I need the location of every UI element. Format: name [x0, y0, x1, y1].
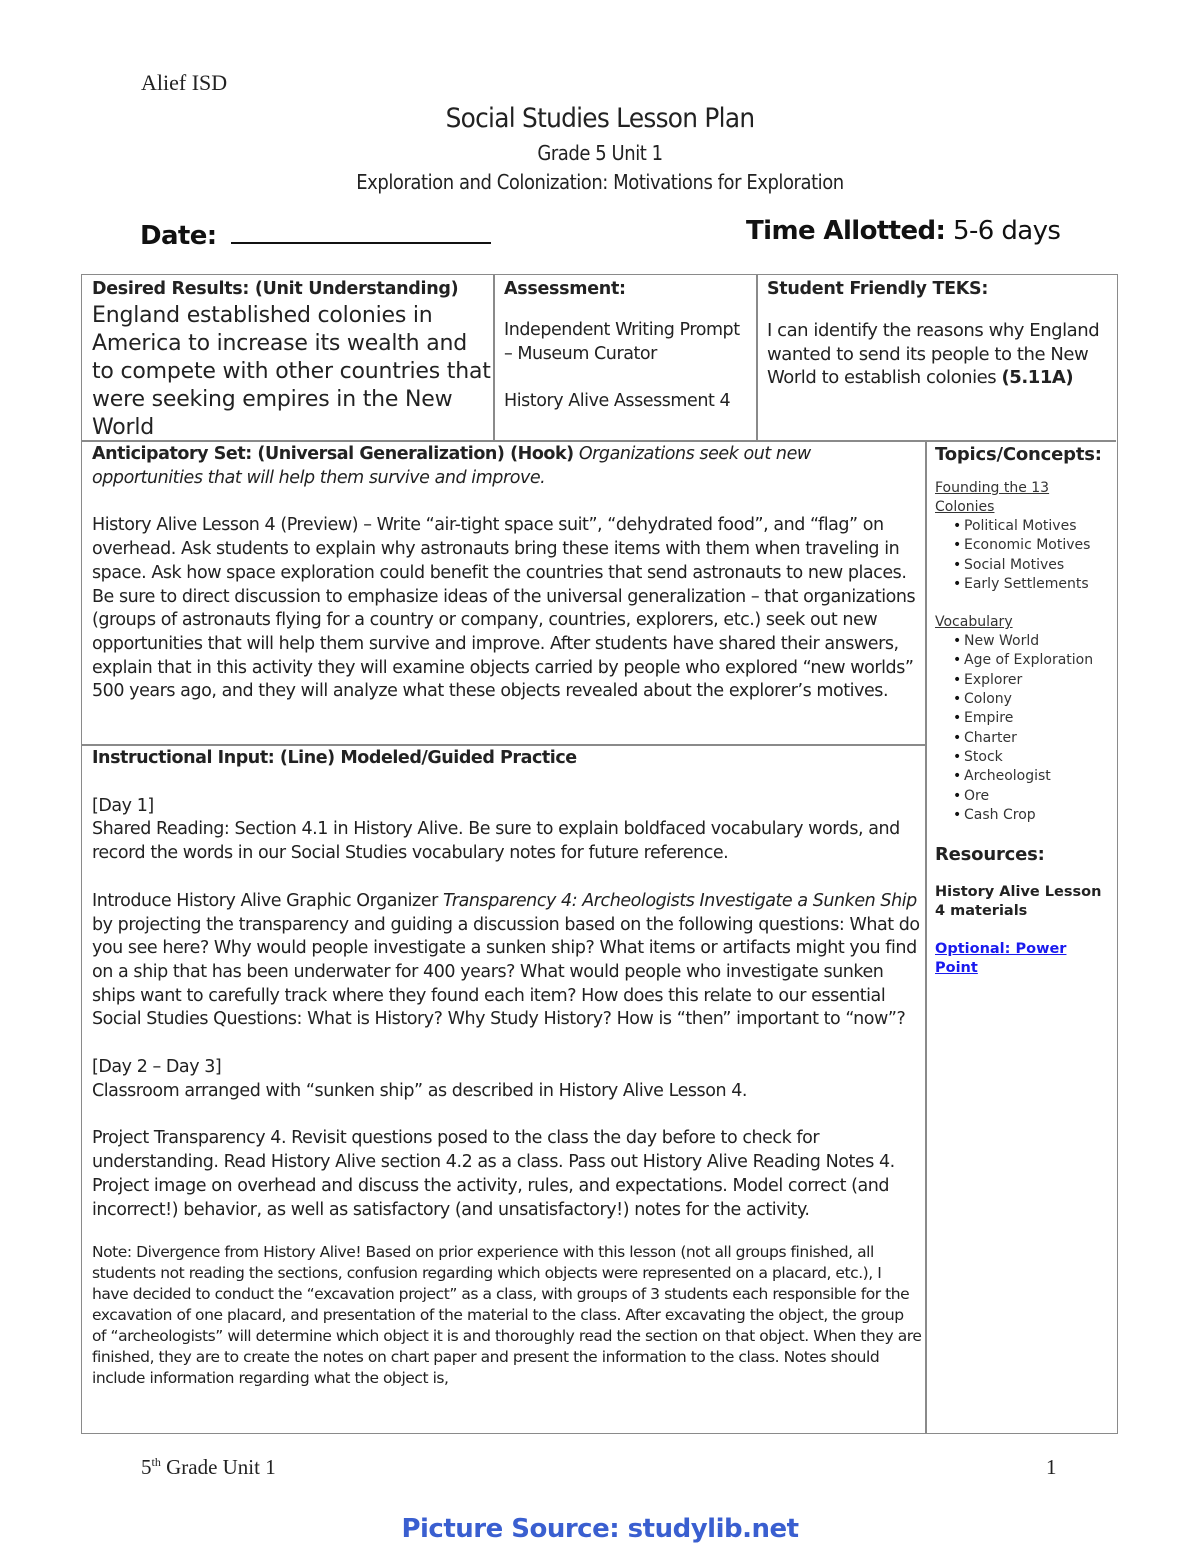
instructional-input-heading-text: Instructional Input: (Line) Modeled/Guided Practice: [92, 748, 577, 768]
vocabulary-heading: Vocabulary: [935, 614, 1013, 631]
vocabulary-item: • New World: [953, 632, 1113, 651]
time-allotted-label: Time Allotted:: [746, 216, 946, 246]
topics-heading: Topics/Concepts:: [935, 444, 1102, 465]
graphic-organizer-paragraph: [92, 890, 922, 1032]
vocabulary-item: • Cash Crop: [953, 806, 1113, 825]
instructional-input-cell: [92, 747, 922, 1389]
desired-results-cell: [92, 277, 492, 442]
day1-label: [Day 1]: [92, 795, 154, 816]
founding-list: [935, 517, 1113, 594]
vocabulary-item: • Empire: [953, 709, 1113, 728]
assessment-item: History Alive Assessment 4: [504, 391, 731, 412]
teks-statement: I can identify the reasons why England wanted to send its people to the New World to establish colonies: [767, 320, 1100, 389]
source-caption: Picture Source: studylib.net: [401, 1514, 799, 1544]
organizer-title: Transparency 4: Archeologists Investigate a Sunken Ship: [442, 890, 917, 911]
divider-line: [82, 744, 925, 746]
teks-code: (5.11A): [1001, 367, 1074, 389]
title-block: [0, 100, 1200, 196]
project-transparency-text: Project Transparency 4. Revisit questions posed to the class the day before to check for understanding. Read History Alive section 4.2 as a class. Pass out History Alive Reading Notes 4. Project image on overhead and discuss the activity, rules, and expectations. Model correct (and incorrect!) behavior, as well as satisfactory (and unsatisfactory!) notes for the activity.: [92, 1128, 895, 1220]
assessment-cell: [504, 277, 754, 414]
desired-results-text: England established colonies in America to increase its wealth and to compete with other countries that were seeking empires in the New World: [92, 303, 491, 440]
footer-grade-suffix: th: [151, 1455, 161, 1469]
vocabulary-item: • Archeologist: [953, 767, 1113, 786]
teks-text: [767, 319, 1112, 390]
document-subtitle: Grade 5 Unit 1: [537, 141, 663, 165]
divergence-note: Note: Divergence from History Alive! Based on prior experience with this lesson (not all groups finished, all students not reading the sections, confusion regarding which objects were represented on a placard, etc.), I have decided to conduct the “excavation project” as a class, with groups of 3 students each responsible for the excavation of one placard, and presentation of the material to the class. After excavating the object, the group of “archeologists” will determine which object it is and thoroughly read the section on that object. When they are finished, they are to create the notes on chart paper and present the information to the class. Notes should include information regarding what the object is,: [92, 1243, 922, 1388]
vocabulary-item: • Colony: [953, 690, 1113, 709]
footer-unit: [141, 1455, 276, 1480]
desired-results-heading: Desired Results: (Unit Understanding): [92, 279, 459, 299]
time-allotted-row: [746, 216, 1060, 246]
teks-heading: Student Friendly TEKS:: [767, 279, 989, 299]
date-row: [140, 216, 491, 251]
document-title: Social Studies Lesson Plan: [445, 103, 755, 134]
assessment-heading: Assessment:: [504, 279, 626, 299]
page-number: 1: [1046, 1455, 1057, 1479]
organization-name: Alief ISD: [141, 70, 228, 95]
date-label: Date:: [140, 221, 217, 251]
resources-item: History Alive Lesson 4 materials: [935, 884, 1102, 920]
vocabulary-item: • Stock: [953, 748, 1113, 767]
organizer-intro: Introduce History Alive Graphic Organizer: [92, 890, 438, 911]
time-allotted-value: 5-6 days: [953, 216, 1061, 246]
instructional-input-heading: [92, 747, 922, 771]
footer-grade-number: 5: [141, 1455, 152, 1479]
day23-text: Classroom arranged with “sunken ship” as described in History Alive Lesson 4.: [92, 1080, 748, 1101]
vocabulary-list: [935, 632, 1113, 825]
document-topic: Exploration and Colonization: Motivations for Exploration: [356, 170, 844, 194]
founding-item: • Economic Motives: [953, 536, 1113, 555]
day23-label: [Day 2 – Day 3]: [92, 1057, 222, 1078]
universal-generalization: Organizations seek out new opportunities that will help them survive and improve.: [92, 444, 811, 488]
founding-item: • Early Settlements: [953, 575, 1113, 594]
vocabulary-item: • Age of Exploration: [953, 651, 1113, 670]
sidebar-cell: [935, 443, 1113, 978]
day1-text: Shared Reading: Section 4.1 in History Alive. Be sure to explain boldfaced vocabulary words, and record the words in our Social Studies vocabulary notes for future reference.: [92, 819, 900, 864]
anticipatory-set-header: [92, 443, 922, 490]
divider-line: [756, 275, 758, 440]
organizer-text: by projecting the transparency and guiding a discussion based on the following questions: What do you see here? Why would people investigate a sunken ship? What items or artifacts might you find on a ship that has been underwater for 400 years? What would people who investigate sunken ships want to carefully track where they found each item? How does this relate to our essential Social Studies Questions: What is History? Why Study History? How is “then” important to “now”?: [92, 914, 920, 1030]
vocabulary-item: • Ore: [953, 787, 1113, 806]
date-blank-field[interactable]: [231, 216, 491, 244]
anticipatory-set-body: History Alive Lesson 4 (Preview) – Write “air-tight space suit”, “dehydrated food”, and “flag” on overhead. Ask students to explain why astronauts bring these items with them when traveling in space. Ask how space exploration could benefit the countries that send astronauts to new places. Be sure to direct discussion to emphasize ideas of the universal generalization – that organizations (groups of astronauts flying for a country or company, countries, explorers, etc.) seek out new opportunities that will help them survive and improve. After students have shared their answers, explain that in this activity they will examine objects carried by people who explored “new worlds” 500 years ago, and they will analyze what these objects revealed about the explorer’s motives.: [92, 515, 916, 702]
divider-line: [493, 275, 495, 440]
founding-item: • Political Motives: [953, 517, 1113, 536]
divider-line: [925, 440, 927, 1433]
vocabulary-item: • Charter: [953, 729, 1113, 748]
resources-heading: Resources:: [935, 844, 1045, 866]
lesson-plan-table: [81, 274, 1118, 1434]
powerpoint-link[interactable]: Optional: Power Point: [935, 941, 1067, 977]
footer-grade-text: Grade Unit 1: [160, 1455, 276, 1479]
assessment-item: Independent Writing Prompt – Museum Curator: [504, 320, 740, 364]
founding-heading: Founding the 13 Colonies: [935, 480, 1050, 515]
anticipatory-set-cell: [92, 443, 922, 704]
vocabulary-item: • Explorer: [953, 671, 1113, 690]
founding-item: • Social Motives: [953, 556, 1113, 575]
anticipatory-set-heading: Anticipatory Set: (Universal Generalization) (Hook): [92, 444, 574, 464]
teks-cell: [767, 277, 1112, 390]
